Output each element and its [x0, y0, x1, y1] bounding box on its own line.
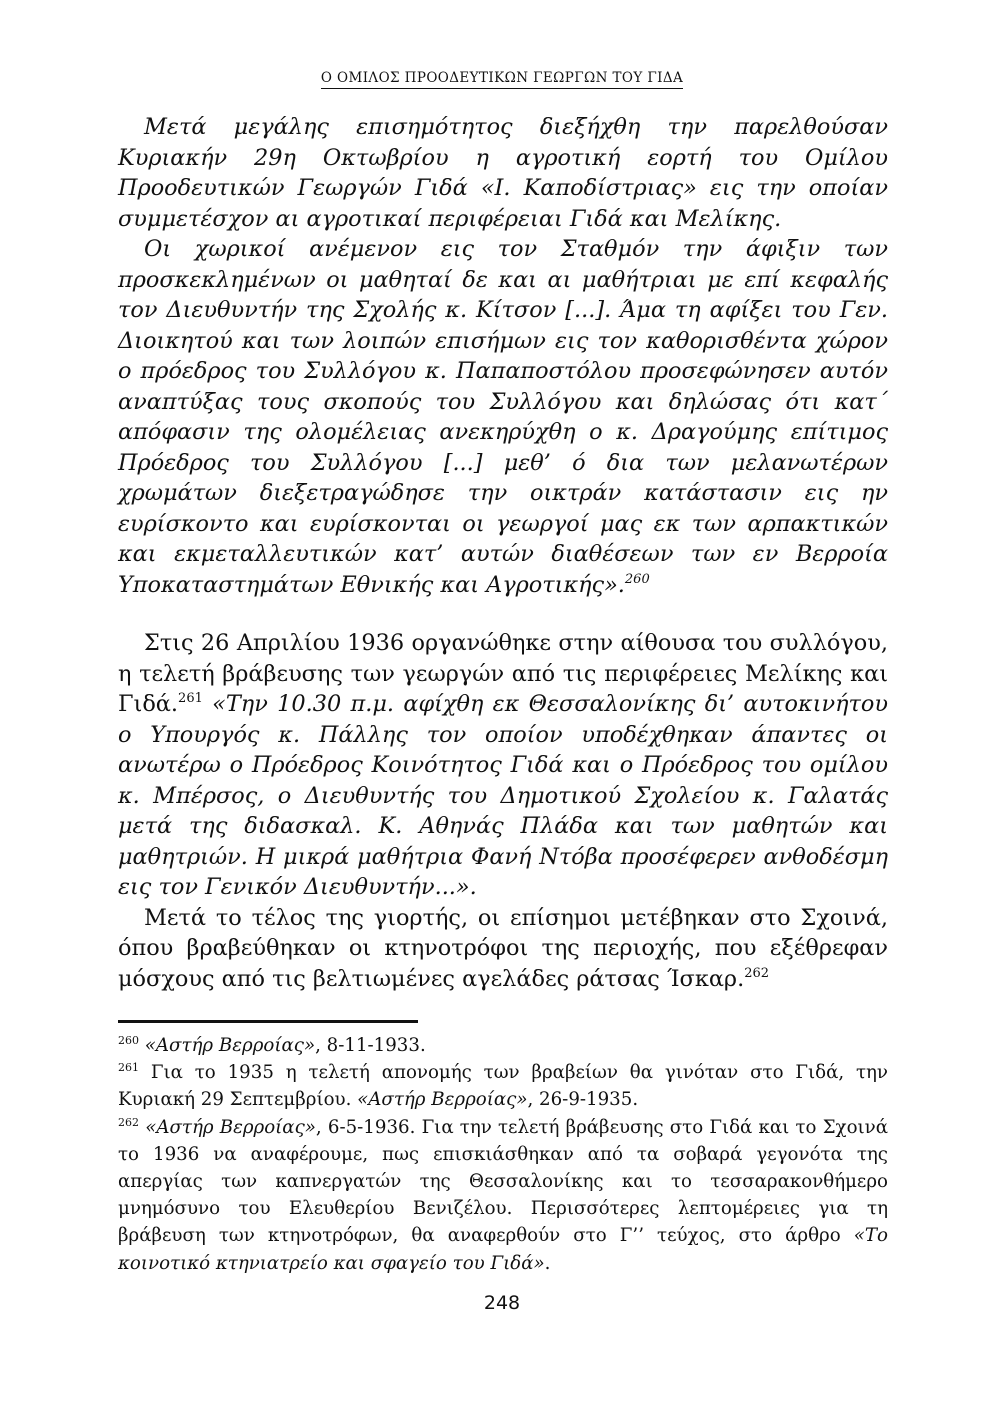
quote-paragraph-2-text: Οι χωρικοί ανέμενον εις τον Σταθμόν την άφιξιν των προσκεκλημένων οι μαθηταί δε και αι μαθήτριαι με επί κεφαλής τον Διευθυντήν της Σχολής κ. Κίτσον [...]. Άμα τη αφίξει του Γεν. Διοικητού και των λοιπών επισήμων εις τον καθορισθέντα χώρον ο πρόεδρος του Συλλόγου κ. Παπαποστόλου προσεφώνησεν αυτόν αναπτύξας τους σκοπούς του Συλλόγου και δηλώσας ότι κατ΄ απόφασιν της ολομέλειας ανεκηρύχθη ο κ. Δραγούμης επίτιμος Πρόεδρος του Συλλόγου [...] μεθ’ ό δια των μελανωτέρων χρωμάτων διεξετραγώδησε την οικτράν κατάστασιν εις ην ευρίσκοντο και ευρίσκονται οι γεωργοί μας εκ των αρπακτικών και εκμεταλλευτικών κατ’ αυτών διαθέσεων των εν Βερροία Υποκαταστημάτων Εθνικής και Αγροτικής».	[118, 236, 888, 598]
paragraph-ceremony	[118, 628, 888, 903]
footnote-text: , 6-5-1936. Για την τελετή βράβευσης στο Γιδά και το Σχοινά το 1936 να αναφέρουμε, πως επισκιάσθηκαν από τα σοβαρά γεγονότα της απεργίας των καπνεργατών της Θεσσαλονίκης και το τεσσαρακονθήμερο μνημόσυνο του Ελευθερίου Βενιζέλου. Περισσότερες λεπτομέρειες για τη βράβευση των κτηνοτρόφων, θα αναφερθούν στο Γ’’ τεύχος, στο άρθρο	[118, 1116, 888, 1247]
footnote-article-title: «Το κοινοτικό κτηνιατρείο και σφαγείο του Γιδά»	[118, 1225, 888, 1274]
quote-paragraph-1-text: Μετά μεγάλης επισημότητος διεξήχθη την παρελθούσαν Κυριακήν 29η Οκτωβρίου η αγροτική εορτή του Ομίλου Προοδευτικών Γεωργών Γιδά «Ι. Καποδίστριας» εις την οποίαν συμμετέσχον αι αγροτικαί περιφέρειαι Γιδά και Μελίκης.	[118, 114, 888, 232]
quote-paragraph-1	[118, 112, 888, 234]
footnote-source: «Αστήρ Βερροίας»	[144, 1035, 316, 1056]
paragraph-ceremony-lead: Στις 26 Απριλίου 1936 οργανώθηκε στην αίθουσα του συλλόγου, η τελετή βράβευσης των γεωργών από τις περιφέρειες Μελίκης και Γιδά.	[118, 630, 888, 717]
footnote-text: .	[544, 1252, 551, 1274]
footnote-text: , 26-9-1935.	[527, 1089, 639, 1111]
footnote-text: , 8-11-1933.	[315, 1035, 426, 1056]
footnote-ref-261[interactable]: 261	[178, 691, 203, 706]
footnote-262	[118, 1114, 888, 1277]
footnote-source: «Αστήρ Βερροίας»	[357, 1089, 528, 1111]
footnotes	[118, 1032, 888, 1277]
footnote-260	[118, 1032, 888, 1059]
main-text	[118, 112, 888, 994]
footnote-separator	[118, 1020, 418, 1023]
footnote-number: 261	[118, 1061, 139, 1075]
footnote-ref-262[interactable]: 262	[744, 965, 770, 981]
page-number: 248	[483, 1292, 521, 1314]
footnote-ref-260[interactable]: 260	[624, 571, 650, 587]
paragraph-schoina	[118, 903, 888, 995]
paragraph-ceremony-quote: «Την 10.30 π.μ. αφίχθη εκ Θεσσαλονίκης δι’ αυτοκινήτου ο Υπουργός κ. Πάλλης τον οποίον υποδέχθηκαν άπαντες οι ανωτέρω ο Πρόεδρος Κοινότητος Γιδά και ο Πρόεδρος του ομίλου κ. Μπέρσος, ο Διευθυντής του Δημοτικού Σχολείου κ. Γαλατάς μετά της διδασκαλ. Κ. Αθηνάς Πλάδα και των μαθητών και μαθητριών. Η μικρά μαθήτρια Φανή Ντόβα προσέφερεν ανθοδέσμη εις τον Γενικόν Διευθυντήν...».	[118, 691, 888, 900]
footnote-text: Για το 1935 η τελετή απονομής των βραβείων θα γινόταν στο Γιδά, την Κυριακή 29 Σεπτεμβρίου.	[118, 1062, 888, 1111]
running-title-text: Ο ΟΜΙΛΟΣ ΠΡΟΟΔΕΥΤΙΚΩΝ ΓΕΩΡΓΩΝ ΤΟΥ ΓΙΔΑ	[321, 70, 683, 89]
running-title	[0, 70, 1004, 86]
paragraph-gap	[118, 600, 888, 628]
footnote-number: 260	[118, 1034, 139, 1047]
footnote-number: 262	[118, 1115, 139, 1129]
quote-paragraph-2	[118, 234, 888, 600]
footnote-source: «Αστήρ Βερροίας»	[145, 1116, 316, 1138]
paragraph-schoina-text: Μετά το τέλος της γιορτής, οι επίσημοι μετέβηκαν στο Σχοινά, όπου βραβεύθηκαν οι κτηνοτρόφοι της περιοχής, που εξέθρεφαν μόσχους από τις βελτιωμένες αγελάδες ράτσας Ίσκαρ.	[118, 904, 888, 992]
footnote-261	[118, 1059, 888, 1113]
